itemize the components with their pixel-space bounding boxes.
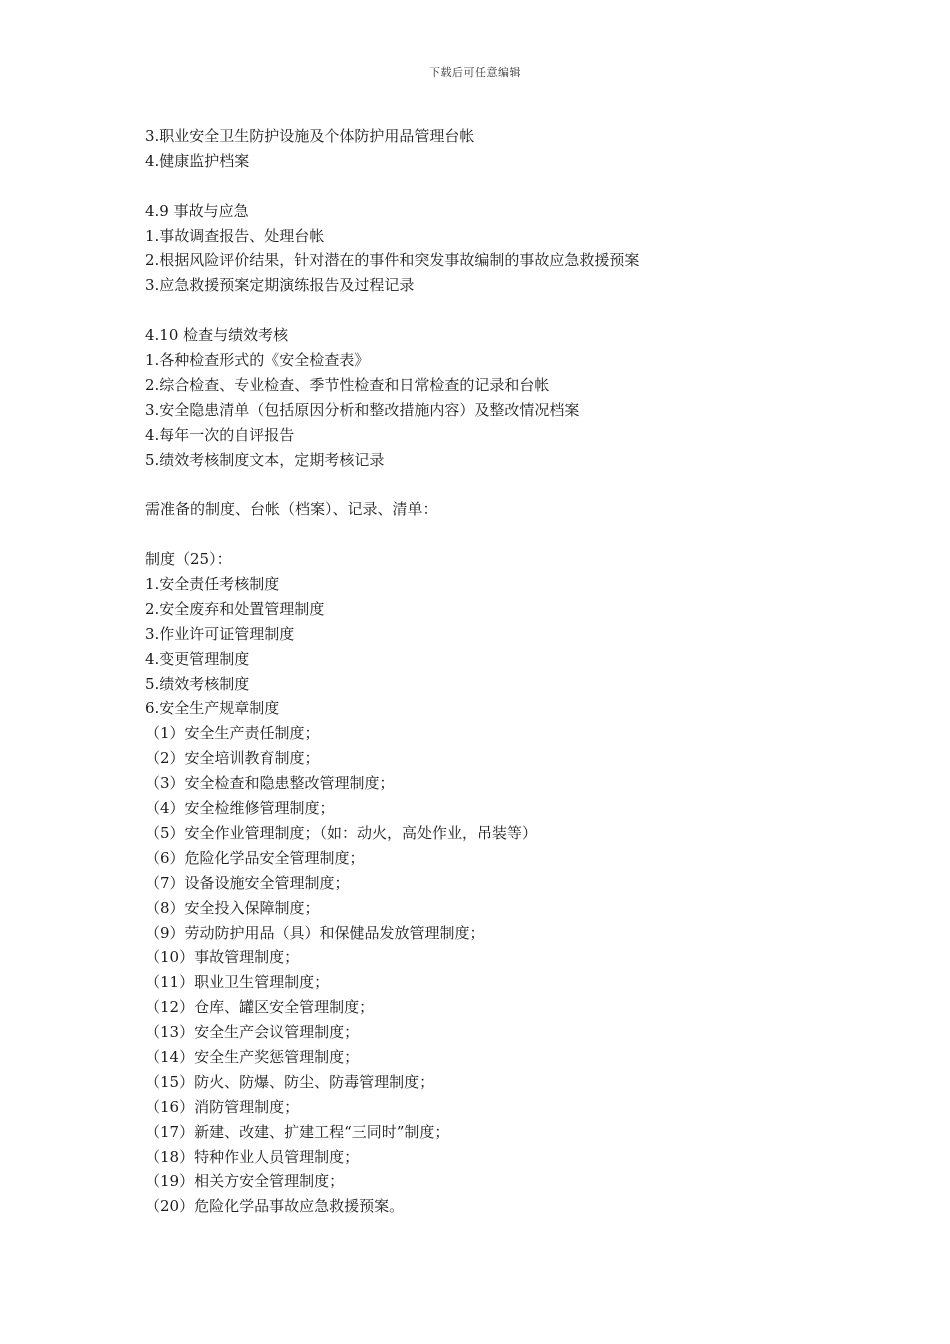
blank-line bbox=[145, 174, 845, 199]
section-health-records bbox=[145, 124, 845, 174]
sub-list-item: （8）安全投入保障制度； bbox=[145, 898, 320, 917]
list-item: 3.安全隐患清单（包括原因分析和整改措施内容）及整改情况档案 bbox=[145, 400, 580, 419]
list-item: 5.绩效考核制度文本，定期考核记录 bbox=[145, 450, 385, 469]
page-header: 下载后可任意编辑 bbox=[429, 66, 521, 79]
list-item: 4.每年一次的自评报告 bbox=[145, 425, 295, 444]
sub-list-item: （7）设备设施安全管理制度； bbox=[145, 873, 350, 892]
blank-line bbox=[145, 472, 845, 497]
sub-list-item: （15）防火、防爆、防尘、防毒管理制度； bbox=[145, 1072, 435, 1091]
sub-list-item: （14）安全生产奖惩管理制度； bbox=[145, 1047, 360, 1066]
section-heading: 制度（25）： bbox=[145, 550, 232, 569]
list-item: 1.各种检查形式的《安全检查表》 bbox=[145, 351, 370, 370]
sub-list-item: （6）危险化学品安全管理制度； bbox=[145, 848, 365, 867]
list-item: 3.职业安全卫生防护设施及个体防护用品管理台帐 bbox=[145, 127, 475, 145]
sub-list-item: （5）安全作业管理制度；（如：动火，高处作业，吊装等） bbox=[145, 823, 538, 842]
sub-list-item: （9）劳动防护用品（具）和保健品发放管理制度； bbox=[145, 923, 485, 942]
list-item: 3.应急救援预案定期演练报告及过程记录 bbox=[145, 276, 415, 295]
section-inspection-performance bbox=[145, 323, 845, 472]
section-accident-emergency bbox=[145, 199, 845, 299]
sub-list-item: （12）仓库、罐区安全管理制度； bbox=[145, 998, 375, 1017]
paragraph: 需准备的制度、台帐（档案）、记录、清单： bbox=[145, 500, 438, 519]
list-item: 1.安全责任考核制度 bbox=[145, 575, 280, 594]
sub-list-item: （19）相关方安全管理制度； bbox=[145, 1172, 345, 1191]
list-item: 4.变更管理制度 bbox=[145, 649, 250, 668]
section-heading: 4.9 事故与应急 bbox=[145, 201, 249, 220]
sub-list-item: （1）安全生产责任制度； bbox=[145, 724, 320, 743]
section-heading: 4.10 检查与绩效考核 bbox=[145, 326, 289, 345]
list-item: 3.作业许可证管理制度 bbox=[145, 624, 295, 643]
list-item: 5.绩效考核制度 bbox=[145, 674, 250, 693]
blank-line bbox=[145, 522, 845, 547]
list-item: 1.事故调查报告、处理台帐 bbox=[145, 226, 325, 245]
list-item: 2.根据风险评价结果，针对潜在的事件和突发事故编制的事故应急救援预案 bbox=[145, 251, 640, 270]
section-systems-list bbox=[145, 547, 845, 1219]
sub-list-item: （3）安全检查和隐患整改管理制度； bbox=[145, 774, 395, 793]
blank-line bbox=[145, 298, 845, 323]
sub-list-item: （11）职业卫生管理制度； bbox=[145, 973, 330, 992]
sub-list-item: （16）消防管理制度； bbox=[145, 1097, 300, 1116]
document-body bbox=[145, 124, 845, 1219]
sub-list-item: （17）新建、改建、扩建工程“三同时”制度； bbox=[145, 1122, 450, 1141]
sub-list-item: （10）事故管理制度； bbox=[145, 948, 300, 967]
sub-list-item: （4）安全检维修管理制度； bbox=[145, 799, 335, 818]
list-item: 2.综合检查、专业检查、季节性检查和日常检查的记录和台帐 bbox=[145, 375, 550, 394]
sub-list-item: （18）特种作业人员管理制度； bbox=[145, 1147, 360, 1166]
list-item: 2.安全废弃和处置管理制度 bbox=[145, 599, 325, 618]
list-item: 4.健康监护档案 bbox=[145, 151, 250, 170]
sub-list-item: （20）危险化学品事故应急救援预案。 bbox=[145, 1197, 405, 1216]
sub-list-item: （2）安全培训教育制度； bbox=[145, 749, 320, 768]
sub-list-item: （13）安全生产会议管理制度； bbox=[145, 1023, 360, 1042]
list-item: 6.安全生产规章制度 bbox=[145, 699, 280, 718]
section-required-documents bbox=[145, 497, 845, 522]
